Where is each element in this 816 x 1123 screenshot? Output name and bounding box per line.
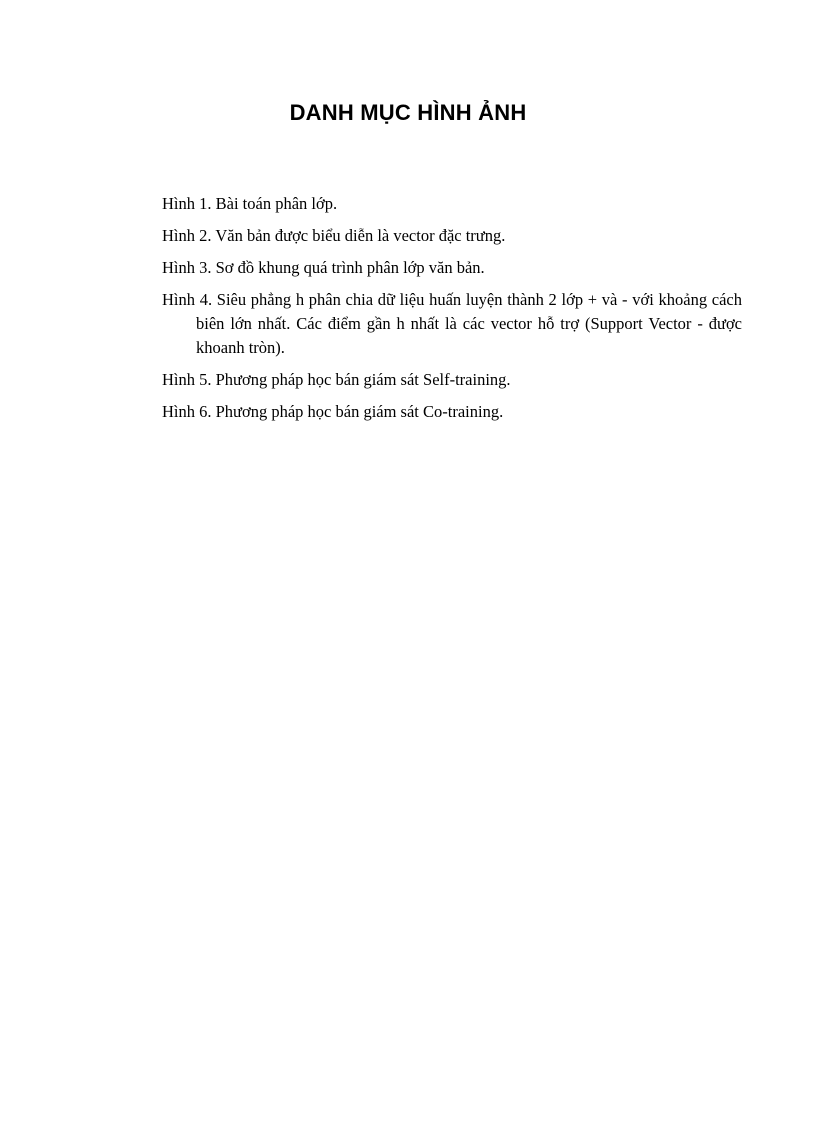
figure-entry-6: Hình 6. Phương pháp học bán giám sát Co-training.	[162, 402, 504, 421]
figure-entry-1: Hình 1. Bài toán phân lớp.	[162, 194, 338, 213]
page-title: DANH MỤC HÌNH ẢNH	[289, 100, 527, 125]
figure-entry-2: Hình 2. Văn bản được biểu diễn là vector đặc trưng.	[162, 226, 506, 245]
figure-list	[162, 192, 742, 432]
figure-entry-3: Hình 3. Sơ đồ khung quá trình phân lớp văn bản.	[162, 258, 485, 277]
figure-entry-4: Hình 4. Siêu phẳng h phân chia dữ liệu huấn luyện thành 2 lớp + và - với khoảng cách biên lớn nhất. Các điểm gần h nhất là các vector hỗ trợ (Support Vector - được khoanh tròn).	[162, 290, 742, 357]
figure-entry-5: Hình 5. Phương pháp học bán giám sát Self-training.	[162, 370, 511, 389]
